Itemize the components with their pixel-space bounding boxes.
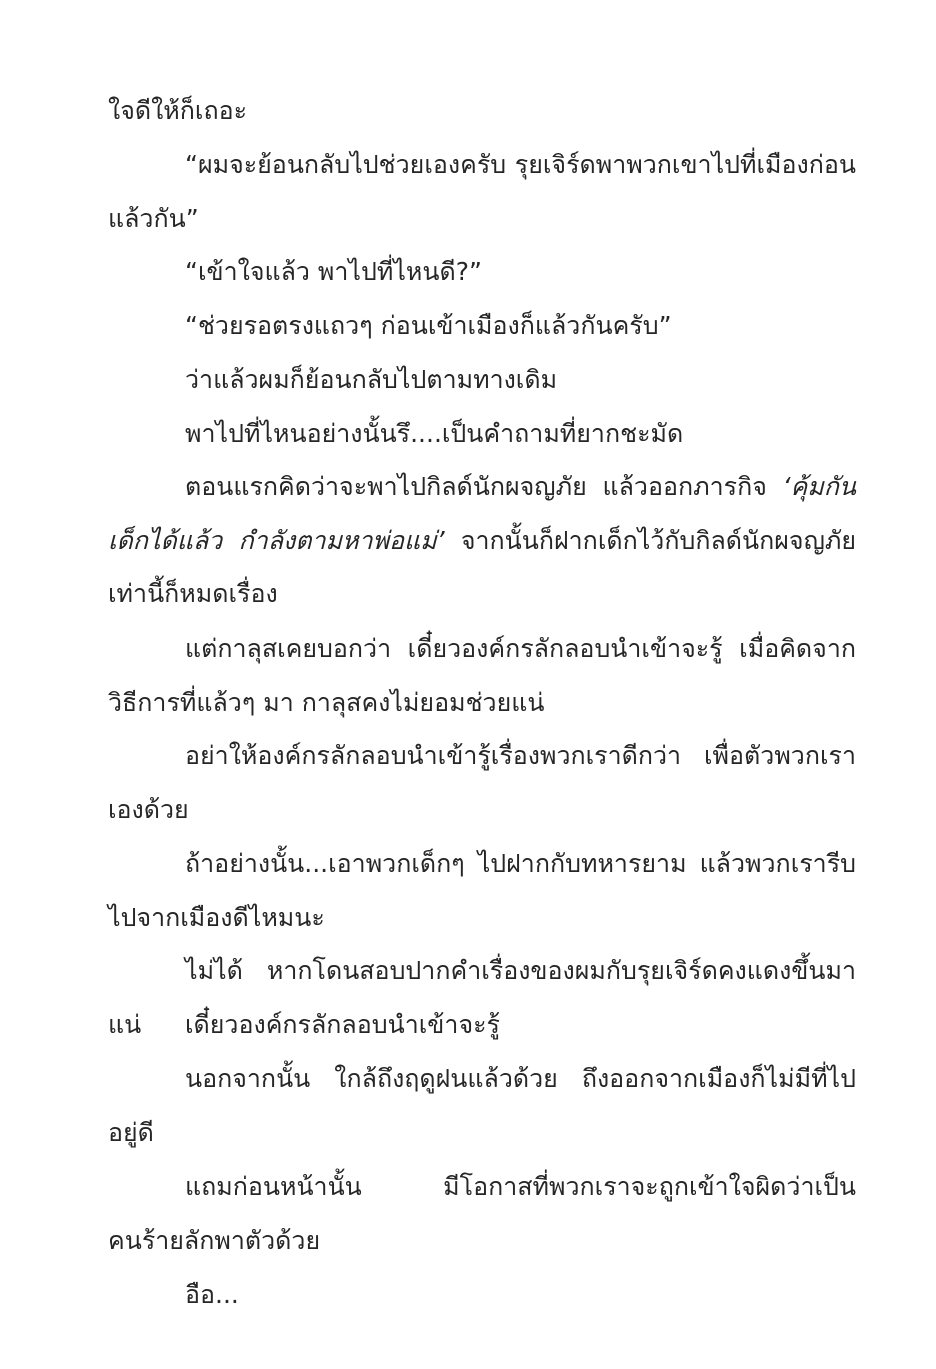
paragraph-5: ว่าแล้วผมก็ย้อนกลับไปตามทางเดิม	[185, 365, 558, 394]
paragraph-7-text-end: จากนั้นก็ฝากเด็กไว้กับกิลด์นักผจญภัยเท่านี้ก็หมดเรื่อง	[108, 525, 856, 609]
paragraph-12: เดี๋ยวองค์กรลักลอบนำเข้าจะรู้	[185, 1010, 500, 1039]
quest-name-italic: ‘คุ้มกันเด็กได้แล้ว กำลังตามหาพ่อแม่’	[108, 472, 856, 555]
paragraph-7-text-start: ตอนแรกคิดว่าจะพาไปกิลด์นักผจญภัย แล้วออกภารกิจ	[185, 472, 783, 501]
paragraph-1: ใจดีให้ก็เถอะ	[108, 96, 248, 125]
paragraph-9: อย่าให้องค์กรลักลอบนำเข้ารู้เรื่องพวกเราดีกว่า เพื่อตัวพวกเราเองด้วย	[108, 741, 856, 824]
paragraph-6: พาไปที่ไหนอย่างนั้นรึ....เป็นคำถามที่ยากชะมัด	[185, 419, 684, 448]
paragraph-10: ถ้าอย่างนั้น...เอาพวกเด็กๆ ไปฝากกับทหารยาม แล้วพวกเรารีบไปจากเมืองดีไหมนะ	[108, 849, 856, 932]
paragraph-7	[108, 460, 856, 621]
paragraph-11: ไม่ได้ หากโดนสอบปากคำเรื่องของผมกับรุยเจิร์ดคงแดงขึ้นมาแน่	[108, 956, 856, 1039]
paragraph-3: “เข้าใจแล้ว พาไปที่ไหนดี?”	[185, 257, 482, 286]
paragraph-2: “ผมจะย้อนกลับไปช่วยเองครับ รุยเจิร์ดพาพวกเขาไปที่เมืองก่อนแล้วกัน”	[108, 150, 856, 233]
paragraph-13: นอกจากนั้น ใกล้ถึงฤดูฝนแล้วด้วย ถึงออกจากเมืองก็ไม่มีที่ไปอยู่ดี	[108, 1064, 856, 1147]
paragraph-8: แต่กาลุสเคยบอกว่า เดี๋ยวองค์กรลักลอบนำเข้าจะรู้ เมื่อคิดจากวิธีการที่แล้วๆ มา กาลุสคงไม่ยอมช่วยแน่	[108, 634, 856, 717]
paragraph-4: “ช่วยรอตรงแถวๆ ก่อนเข้าเมืองก็แล้วกันครับ”	[185, 311, 672, 340]
paragraph-15: อือ...	[185, 1280, 239, 1309]
paragraph-14: แถมก่อนหน้านั้น มีโอกาสที่พวกเราจะถูกเข้าใจผิดว่าเป็นคนร้ายลักพาตัวด้วย	[108, 1172, 856, 1255]
